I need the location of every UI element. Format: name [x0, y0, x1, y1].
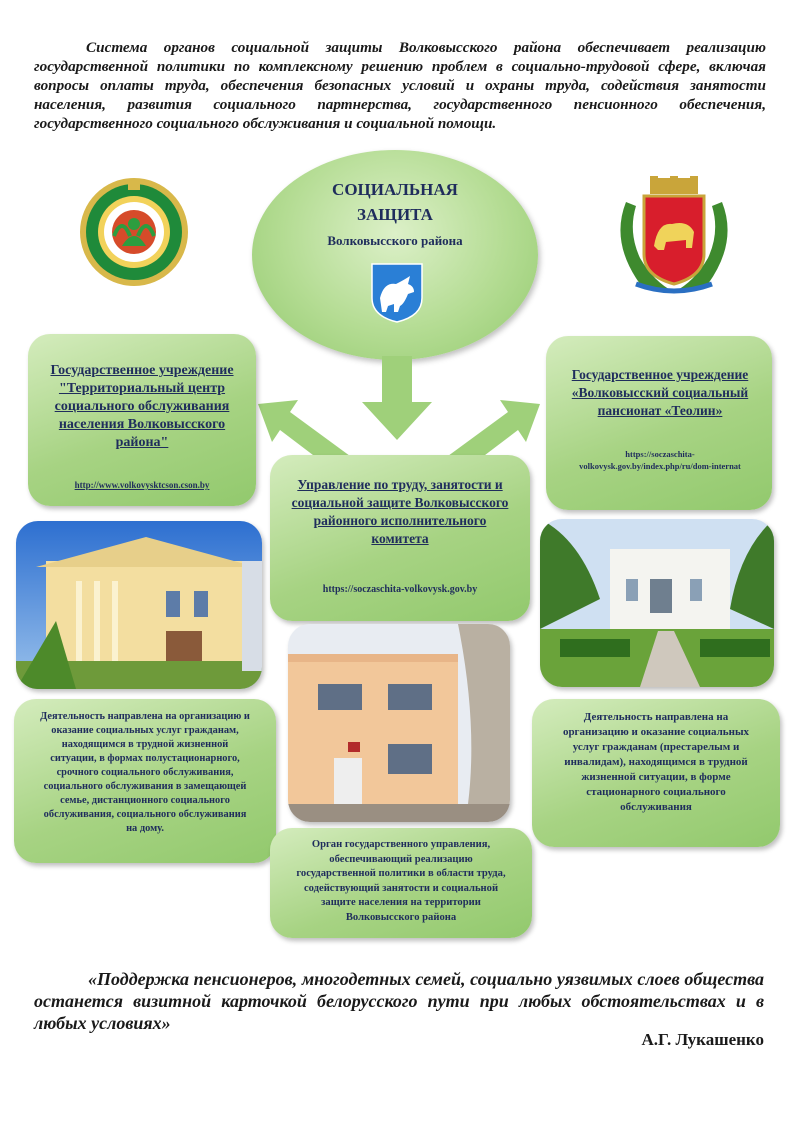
territorial-center-title[interactable]: Государственное учреждение "Территориальный центр социального обслуживания населения Волковысского района"	[50, 363, 234, 450]
quote-author: А.Г. Лукашенко	[641, 1030, 764, 1049]
down-arrow	[362, 356, 432, 440]
ministry-emblem	[78, 176, 190, 288]
circle-title-line1: СОЦИАЛЬНАЯ	[332, 180, 458, 199]
teolin-pension-card	[546, 336, 772, 510]
territorial-center-description: Деятельность направлена на организацию и оказание социальных услуг гражданам, находящимся в трудной жизненной ситуации, в формах полустационарного, срочного социального обслуживания, социального обслуживания в замещающей семье, дистанционного социального обслуживания, социального обслуживания на дому.	[40, 711, 250, 834]
territorial-center-photo	[16, 521, 262, 689]
teolin-pension-photo	[540, 519, 774, 687]
labour-department-description: Орган государственного управления, обеспечивающий реализацию государственной политики в области труда, содействующий занятости и социальной защите населения на территории Волковысского района	[296, 839, 506, 923]
volkovysk-wolf-shield	[370, 262, 424, 324]
circle-subtitle: Волковысского района	[327, 233, 463, 248]
intro-paragraph: Система органов социальной защиты Волковысского района обеспечивает реализацию государственной политики по комплексному решению проблем в социально-трудовой сфере, включая вопросы оплаты труда, обеспечения безопасных условий и охраны труда, содействия занятости населения, развития социального партнерства, государственного пенсионного обеспечения, государственного социального обслуживания и социальной помощи.	[34, 39, 766, 132]
circle-title-line2: ЗАЩИТА	[357, 205, 433, 224]
labour-department-url[interactable]: https://soczaschita-volkovysk.gov.by	[322, 584, 478, 595]
labour-department-photo	[288, 624, 510, 822]
quote: «Поддержка пенсионеров, многодетных семей, социально уязвимых слоев общества останется визитной карточкой белорусского пути при любых обстоятельствах и в любых условиях»	[34, 969, 764, 1033]
grodno-coat-of-arms	[606, 172, 742, 300]
labour-department-title[interactable]: Управление по труду, занятости и социальной защите Волковысского районного исполнительного комитета	[291, 477, 509, 546]
territorial-center-url[interactable]: http://www.volkovysktcson.cson.by	[74, 480, 210, 490]
teolin-pension-description: Деятельность направлена на организацию и оказание социальных услуг гражданам (престарелым и инвалидам), находящимся в трудной жизненной ситуации, в форме стационарного социального обслуживания	[562, 711, 750, 813]
teolin-pension-url[interactable]: https://soczaschita-volkovysk.gov.by/index.php/ru/dom-internat	[579, 449, 741, 471]
teolin-pension-title[interactable]: Государственное учреждение «Волковысский социальный пансионат «Теолин»	[571, 367, 749, 418]
